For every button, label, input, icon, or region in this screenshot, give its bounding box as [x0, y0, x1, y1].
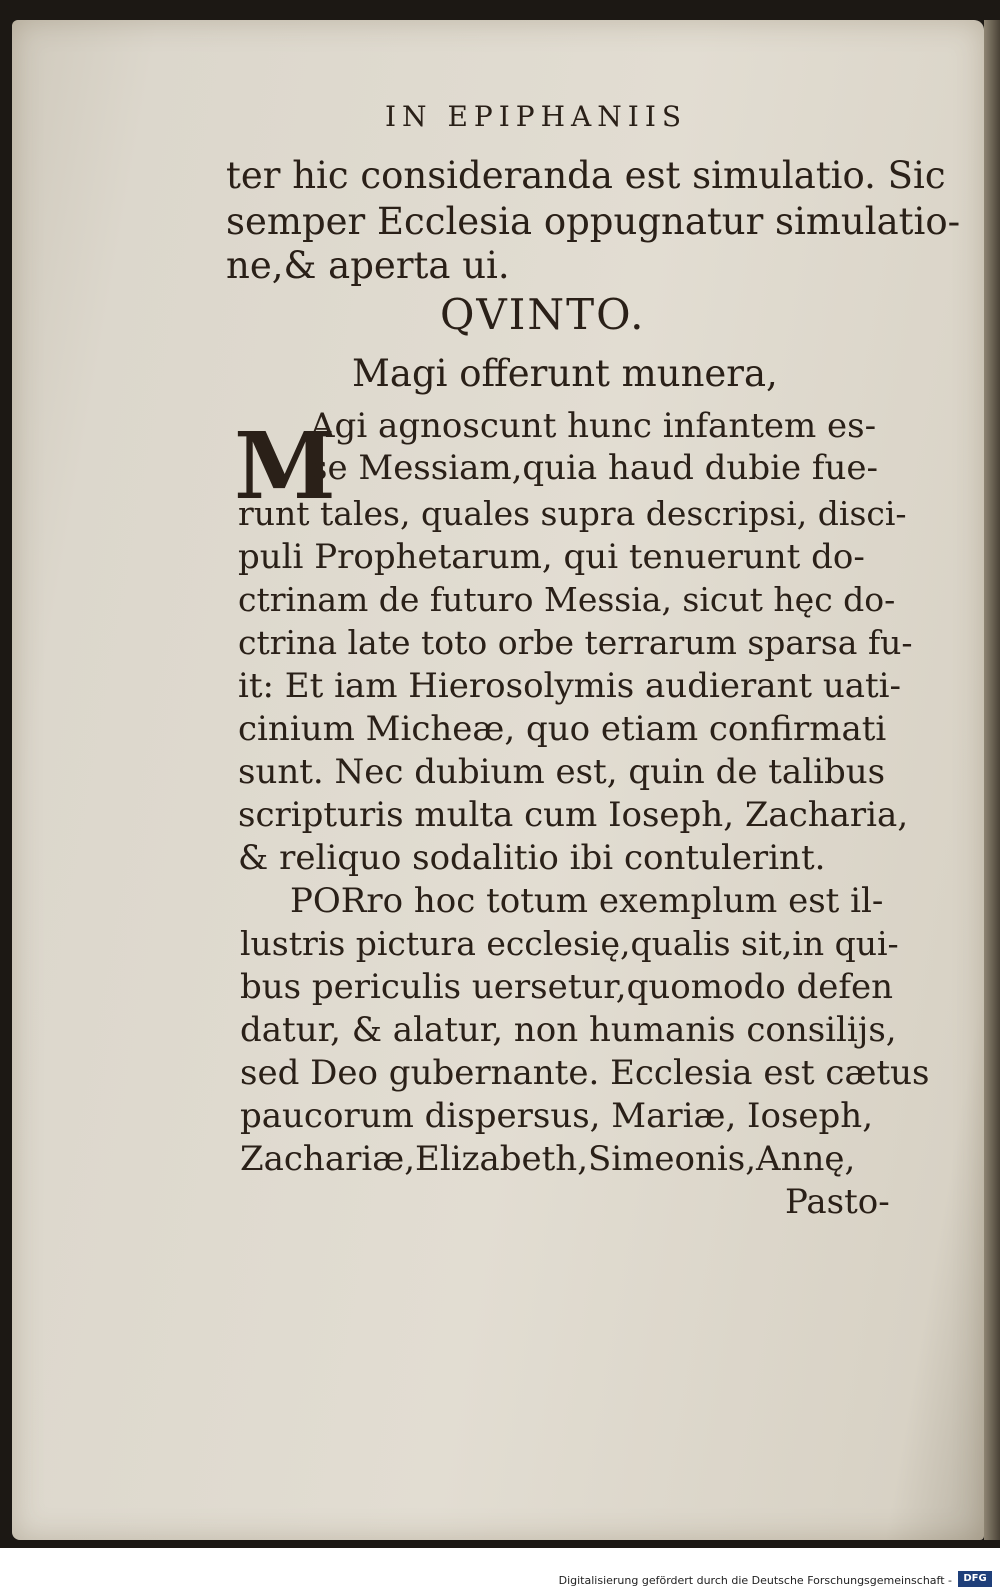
- text-line: sunt. Nec dubium est, quin de talibus: [238, 752, 886, 792]
- footer-credit: Digitalisierung gefördert durch die Deutsche Forschungsgemeinschaft -: [558, 1574, 952, 1587]
- text-line: se Messiam,quia haud dubie fue-: [310, 448, 878, 488]
- text-line: datur, & alatur, non humanis consilijs,: [240, 1010, 897, 1050]
- running-header: IN EPIPHANIIS: [385, 100, 688, 133]
- text-line: Zachariæ,Elizabeth,Simeonis,Annę,: [240, 1139, 856, 1179]
- text-line: ter hic consideranda est simulatio. Sic: [226, 154, 946, 197]
- footer-bar: [0, 1548, 1000, 1596]
- drop-initial: M: [234, 412, 336, 520]
- text-line: scripturis multa cum Ioseph, Zacharia,: [238, 795, 909, 835]
- text-line: lustris pictura ecclesię,qualis sit,in qui-: [240, 924, 899, 963]
- text-line: ctrina late toto orbe terrarum sparsa fu-: [238, 623, 913, 662]
- text-line: Agi agnoscunt hunc infantem es-: [310, 406, 877, 446]
- text-line: sed Deo gubernante. Ecclesia est cætus: [240, 1053, 930, 1093]
- text-line: ctrinam de futuro Messia, sicut hęc do-: [238, 580, 896, 619]
- text-line: bus periculis uersetur,quomodo defen: [240, 967, 893, 1007]
- text-line: & reliquo sodalitio ibi contulerint.: [238, 838, 826, 878]
- text-line: runt tales, quales supra descripsi, disci-: [238, 494, 907, 533]
- section-title: QVINTO.: [440, 290, 646, 339]
- text-line: cinium Micheæ, quo etiam confirmati: [238, 709, 887, 749]
- text-line: PORro hoc totum exemplum est il-: [290, 881, 884, 921]
- text-line: puli Prophetarum, qui tenuerunt do-: [238, 537, 865, 577]
- text-line: paucorum dispersus, Mariæ, Ioseph,: [240, 1096, 874, 1136]
- text-line: semper Ecclesia oppugnatur simulatio-: [226, 200, 961, 243]
- section-subtitle: Magi offerunt munera,: [352, 352, 778, 395]
- text-line: it: Et iam Hierosolymis audierant uati-: [238, 666, 902, 706]
- text-line: ne,& aperta ui.: [226, 244, 510, 287]
- dfg-logo: DFG: [958, 1571, 992, 1587]
- catchword: Pasto-: [785, 1182, 890, 1222]
